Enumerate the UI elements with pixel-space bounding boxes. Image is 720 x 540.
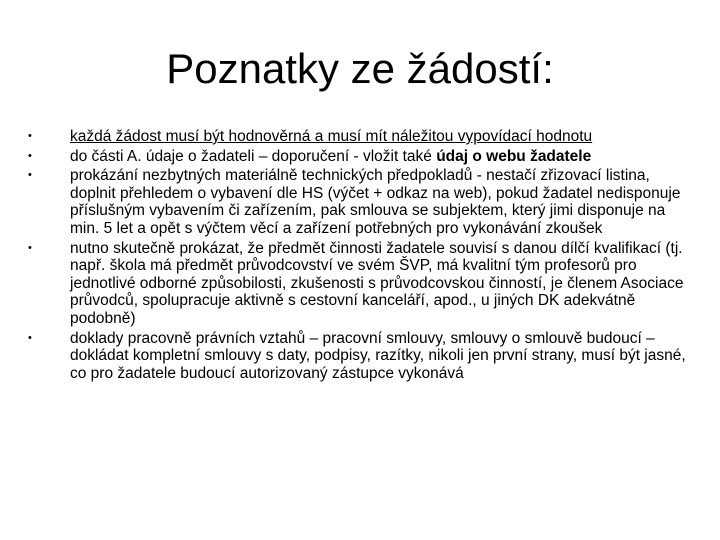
bullet-item-5: [28, 330, 688, 383]
bullet-item-4: [28, 240, 688, 328]
bullet-text-1: každá žádost musí být hodnověrná a musí mít náležitou vypovídací hodnotu: [70, 128, 593, 145]
bullet-dot-icon: •: [28, 331, 32, 344]
bullet-text-5: doklady pracovně právních vztahů – pracovní smlouvy, smlouvy o smlouvě budoucí – dokládat kompletní smlouvy s daty, podpisy, razítky, nikoli jen první strany, musí být jasné, co pro žadatele budoucí autorizovaný zástupce vykonává: [70, 329, 686, 382]
bullet-item-3: [28, 167, 688, 237]
bullet-dot-icon: •: [28, 169, 32, 182]
slide-title: Poznatky ze žádostí:: [166, 45, 554, 92]
bullet-text-3: prokázání nezbytných materiálně technických předpokladů - nestačí zřizovací listina, doplnit přehledem o vybavení dle HS (výčet + odkaz na web), pokud žadatel nedisponuje příslušným vybavením či zařízením, pak smlouva se subjektem, který jimi disponuje na min. 5 let a opět s výčtem věcí a zařízení potřebných pro vykonávání zkoušek: [70, 167, 681, 237]
bullet-dot-icon: •: [28, 241, 32, 254]
bullet-item-1: [28, 128, 688, 146]
bullet-item-2: [28, 148, 688, 166]
bullet-list: [28, 128, 688, 384]
bullet-dot-icon: •: [28, 130, 32, 142]
bullet-dot-icon: •: [28, 149, 32, 162]
bullet-text-2-bold: údaj o webu žadatele: [436, 147, 592, 165]
bullet-text-2: do části A. údaje o žadateli – doporučení - vložit také: [70, 147, 437, 165]
bullet-text-4: nutno skutečně prokázat, že předmět činnosti žadatele souvisí s danou dílčí kvalifikací (tj. např. škola má předmět průvodcovství ve svém ŠVP, má kvalitní tým profesorů pro jednotlivé odborné způsobilosti, zkušenosti s průvodcovskou činností, je členem Asociace průvodců, spolupracuje aktivně s cestovní kanceláří, apod., u jiných DK adekvátně podobně): [70, 239, 684, 327]
